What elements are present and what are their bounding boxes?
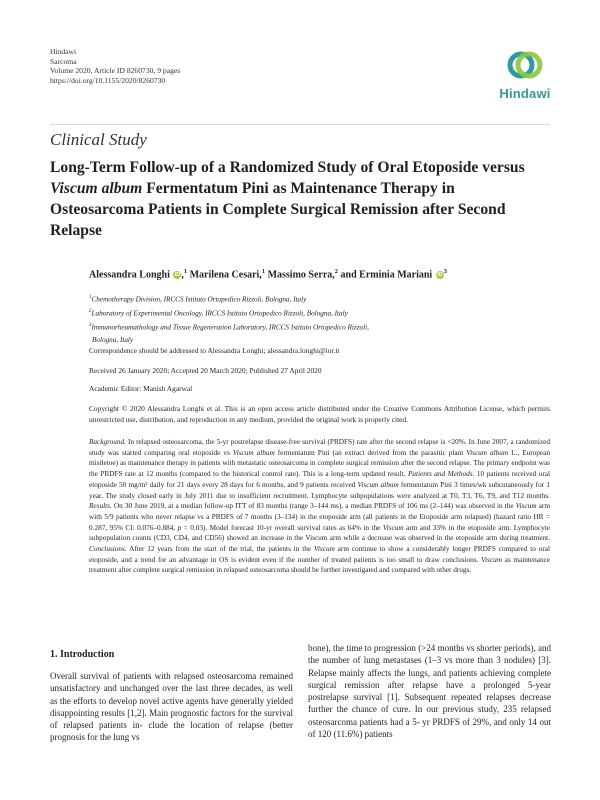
abstract-italic: Viscum [314, 545, 335, 554]
doi-link[interactable]: https://doi.org/10.1155/2020/8260730 [50, 75, 166, 85]
abstract-text: arm with 5/9 patients who never relapse vs a PRDFS of 7 months (3–134) in the etoposide arm (all patients in the Etoposide arm relapsed) (hazard ratio HR = 0.287, 95% CI: 0.076–0.884, [89, 502, 550, 532]
affiliation-text: Laboratory of Experimental Oncology, IRCCS Istituto Ortopedico Rizzoli, Bologna, Italy [91, 309, 348, 318]
affiliation [89, 320, 369, 334]
correspondence: Correspondence should be addressed to Alessandra Longhi; alessandra.longhi@ior.it [89, 346, 340, 355]
abstract-text: = 0.03). Model forecast 10-yr overall survival rates as 64% in the [181, 523, 383, 532]
abstract-italic: Viscum [481, 555, 502, 564]
publication-dates: Received 26 January 2020; Accepted 20 March 2020; Published 27 April 2020 [89, 366, 322, 375]
affiliation [89, 306, 369, 320]
author-list [89, 268, 447, 280]
header-divider [50, 124, 550, 125]
article-type: Clinical Study [50, 130, 147, 149]
abstract-italic: Viscum album [357, 480, 399, 489]
abstract [89, 437, 550, 576]
abstract-text: arm continue to show a considerably longer PRDFS compared to oral etoposide, and a trend for an advantage in OS is evident even if the number of treated patients is too small to draw conclusions. [89, 545, 550, 564]
affiliation-number: 3 [89, 323, 92, 329]
abstract-text: L., European mistletoe) as maintenance therapy in patients with metastatic osteosarcoma in complete surgical remission after the second relapse. The primary endpoint was the PRDFS rate at 12 months (compared to the historical control rate). This is a long-term updated result. [89, 448, 550, 479]
publisher-name: Hindawi [50, 47, 77, 56]
title-part: Long-Term Follow-up of a Randomized Study of Oral Etoposide versus [50, 159, 525, 176]
abstract-text: as maintenance treatment after complete surgical remission in relapsed osteosarcoma should be further investigated and compared with other drugs. [89, 555, 551, 575]
affiliation [89, 292, 369, 306]
copyright-notice: Copyright © 2020 Alessandra Longhi et al. This is an open access article distributed under the Creative Commons Attribution License, which permits unrestricted use, distribution, and reproduction in any medium, provided the original work is properly cited. [89, 404, 550, 424]
abstract-label: Patients and Methods. [408, 470, 475, 479]
author-name[interactable]: Alessandra Longhi [89, 269, 170, 281]
hindawi-logo [497, 45, 553, 111]
author-affil-sup: 1 [261, 268, 266, 275]
affiliation-text: Chemotherapy Division, IRCCS Istituto Ortopedico Rizzoli, Bologna, Italy [91, 295, 307, 304]
separator: , [181, 269, 184, 281]
affiliation-text: Bologna, Italy [92, 335, 134, 344]
author-conjunction: and [340, 269, 357, 281]
body-column-left: Overall survival of patients with relapsed osteosarcoma remained unsatisfactory and unchanged over the last three decades, as well as the efforts to develop novel active agents have generally yielded disappointing results [1,2]. Main prognostic factors for the survival of relapsed patients in- clude the location of relapse (better prognosis for the lung vs [50, 671, 293, 743]
article-title [50, 157, 550, 241]
author-affil-sup: 2 [334, 268, 339, 275]
affiliation-number: 2 [89, 309, 92, 315]
journal-meta [50, 47, 180, 85]
title-species: Viscum album [50, 180, 143, 197]
abstract-italic: Viscum album [232, 448, 275, 457]
abstract-italic: Viscum [515, 502, 537, 511]
abstract-text: After 12 years from the start of the trial, the patients in the [126, 545, 314, 554]
volume-info: Volume 2020, Article ID 8260730, 9 pages [50, 66, 181, 76]
orcid-icon[interactable]: iD [174, 272, 181, 279]
abstract-text: fermentatum Pini 3 times/wk subcutaneously for 1 year. The study closed early in July 2011 due to insufficient recruitment. Lymphocyte subpopulations were analyzed at T0, T3, T6, T9, and T12 months. [89, 480, 550, 500]
title-part: Fermentatum Pini as Maintenance Therapy in Osteosarcoma Patients in Complete Surgical Remission after Second Relapse [50, 180, 506, 239]
body-column-right: bone), the time to progression (>24 months vs shorter periods), and the number of lung metastases (1–3 vs more than 3 nodules) [3]. Relapse mainly affects the lungs, and patients achieving complete surgical remission after relapse have a prolonged 5-year postrelapse survival [1]. Subsequent repeated relapses decrease further the chance of cure. In our previous study, 235 relapsed osteosarcoma patients had a 5- yr PRDFS of 29%, and only 14 out of 120 (11.6%) patients [308, 643, 551, 740]
logo-wordmark: Hindawi [499, 86, 551, 101]
affiliation-number: 1 [89, 295, 92, 300]
abstract-label: Conclusions. [89, 545, 127, 554]
abstract-text: On 30 June 2019, at a median follow-up ITT of 83 months (range 3–144 ms), a median PRDFS of 106 ms (2–144) was observed in the [111, 502, 516, 511]
academic-editor: Academic Editor: Manish Agarwal [89, 384, 193, 393]
abstract-text: arm and 33% in the etoposide arm. Lymphocyte subpopulation counts (CD3, CD4, and CD56) showed an increase in the Viscum arm while a decrease was observed in the etoposide arm during treatment. [89, 523, 551, 543]
abstract-label: Results. [89, 502, 112, 511]
affiliation-text: Immunorheumathology and Tissue Regeneration Laboratory, IRCCS Istituto Ortopedico Rizzoli, [91, 323, 369, 332]
author-affil-sup: 3 [443, 268, 447, 275]
journal-name: Sarcoma [50, 56, 77, 66]
author-name[interactable]: Massimo Serra, [267, 269, 335, 281]
author-name[interactable]: Erminia Mariani [359, 269, 433, 281]
abstract-italic: Viscum [382, 523, 404, 532]
abstract-italic: Viscum album [466, 448, 509, 457]
abstract-label: Background. [89, 438, 126, 446]
hindawi-logo-icon [505, 45, 545, 85]
abstract-text: fermentatum Pini (an extract derived from the parasitic plant [274, 448, 467, 457]
abstract-text: 10 patients received oral etoposide 50 mg/m² daily for 21 days every 28 days for 6 months, and 9 patients received [89, 470, 551, 489]
author-affil-sup: 1 [183, 268, 188, 275]
abstract-text: In relapsed osteosarcoma, the 5-yr postrelapse disease-free survival (PRDFS) rate after the second relapse is <20%. In June 2007, a randomized study was started comparing oral etoposide vs [89, 438, 550, 457]
section-heading: 1. Introduction [50, 649, 115, 660]
orcid-icon[interactable]: iD [436, 272, 443, 279]
affiliation-list [89, 292, 369, 346]
abstract-italic: p [177, 523, 182, 532]
author-name[interactable]: Marilena Cesari, [189, 269, 262, 281]
affiliation [89, 335, 369, 347]
